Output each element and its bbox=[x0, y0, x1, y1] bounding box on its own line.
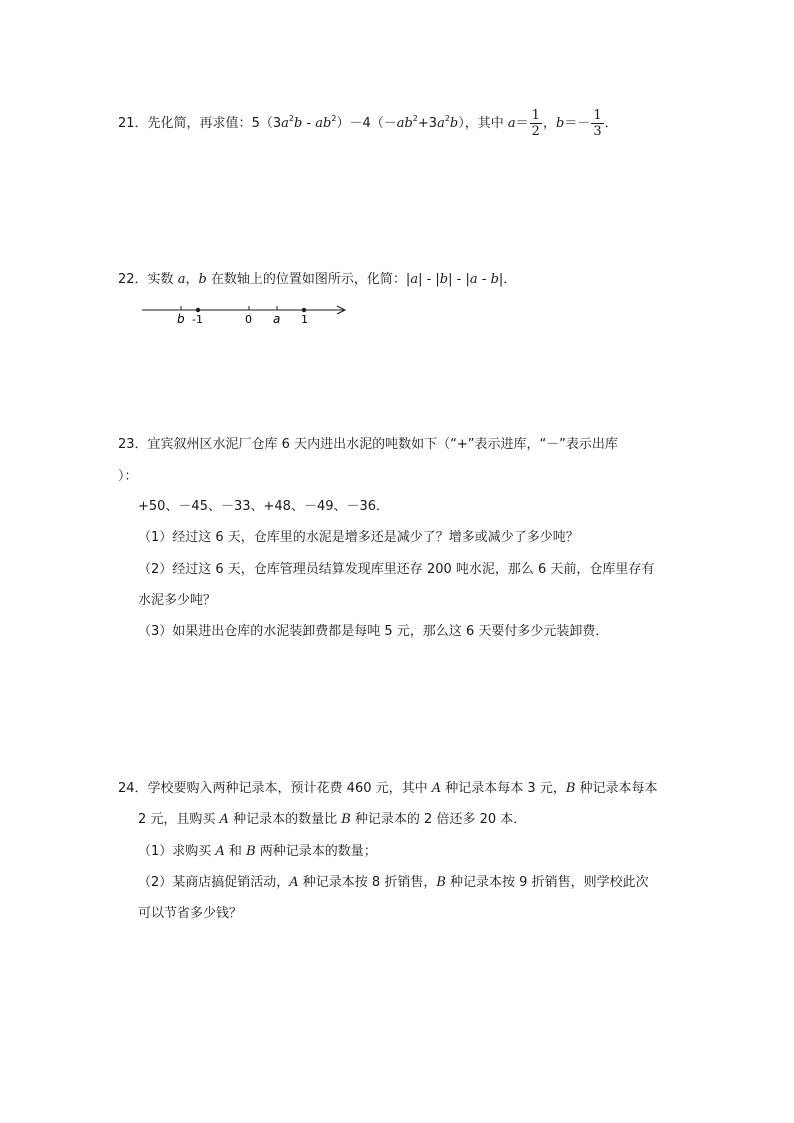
question-23-part-3: （3）如果进出仓库的水泥装卸费都是每吨 5 元，那么这 6 天要付多少元装卸费． bbox=[138, 624, 609, 639]
point-minus-1 bbox=[196, 308, 200, 312]
question-22: 22．实数 a，b 在数轴上的位置如图所示，化简：|a| - |b| - |a - b|． bbox=[118, 272, 517, 287]
fraction-b-value: $\frac{1}{3}$ bbox=[593, 108, 602, 139]
question-23-part-1: （1）经过这 6 天，仓库里的水泥是增多还是减少了？增多或减少了多少吨？ bbox=[138, 530, 579, 545]
question-23-line-2: ）： bbox=[118, 469, 138, 484]
question-24-line-2: 2 元，且购买 A 种记录本的数量比 B 种记录本的 2 倍还多 20 本． bbox=[138, 812, 527, 827]
question-24-part-1: （1）求购买 A 和 B 两种记录本的数量； bbox=[138, 844, 377, 859]
label-zero: 0 bbox=[245, 313, 252, 326]
label-one: 1 bbox=[301, 313, 308, 326]
question-21: 21．先化简，再求值：$5(3a^2b - ab^2)-4(-ab^2+3a^2b)$，其中 a＝ $\frac{1}{2}$ ，b＝－ $\frac{1}{3}$ ． bbox=[118, 108, 618, 139]
question-23-data: +50、－45、－33、+48、－49、－36． bbox=[138, 499, 390, 514]
question-number: 22． bbox=[118, 272, 148, 287]
question-number: 21． bbox=[118, 116, 148, 131]
label-a: a bbox=[273, 312, 281, 326]
question-24-part-2: （2）某商店搞促销活动，A 种记录本按 8 折销售，B 种记录本按 9 折销售，则学校此次 bbox=[138, 875, 649, 890]
point-one bbox=[302, 308, 306, 312]
question-lead: 先化简，再求值： bbox=[147, 116, 252, 131]
question-24-line-1: 24．学校要购入两种记录本，预计花费 460 元，其中 A 种记录本每本 3 元，B 种记录本每本 bbox=[118, 781, 658, 796]
question-23-part-2-cont: 水泥多少吨？ bbox=[138, 593, 217, 608]
question-23-line-1: 23．宜宾叙州区水泥厂仓库 6 天内进出水泥的吨数如下（“+”表示进库，“－”表示出库 bbox=[118, 437, 618, 452]
question-23-part-2: （2）经过这 6 天，仓库管理员结算发现库里还存 200 吨水泥，那么 6 天前，仓库里存有 bbox=[138, 562, 655, 577]
label-minus-1: -1 bbox=[192, 313, 203, 326]
number-line-figure bbox=[138, 300, 358, 330]
question-24-part-2-cont: 可以节省多少钱？ bbox=[138, 906, 243, 921]
fraction-a-value: $\frac{1}{2}$ bbox=[531, 108, 540, 139]
label-b: b bbox=[177, 312, 185, 326]
